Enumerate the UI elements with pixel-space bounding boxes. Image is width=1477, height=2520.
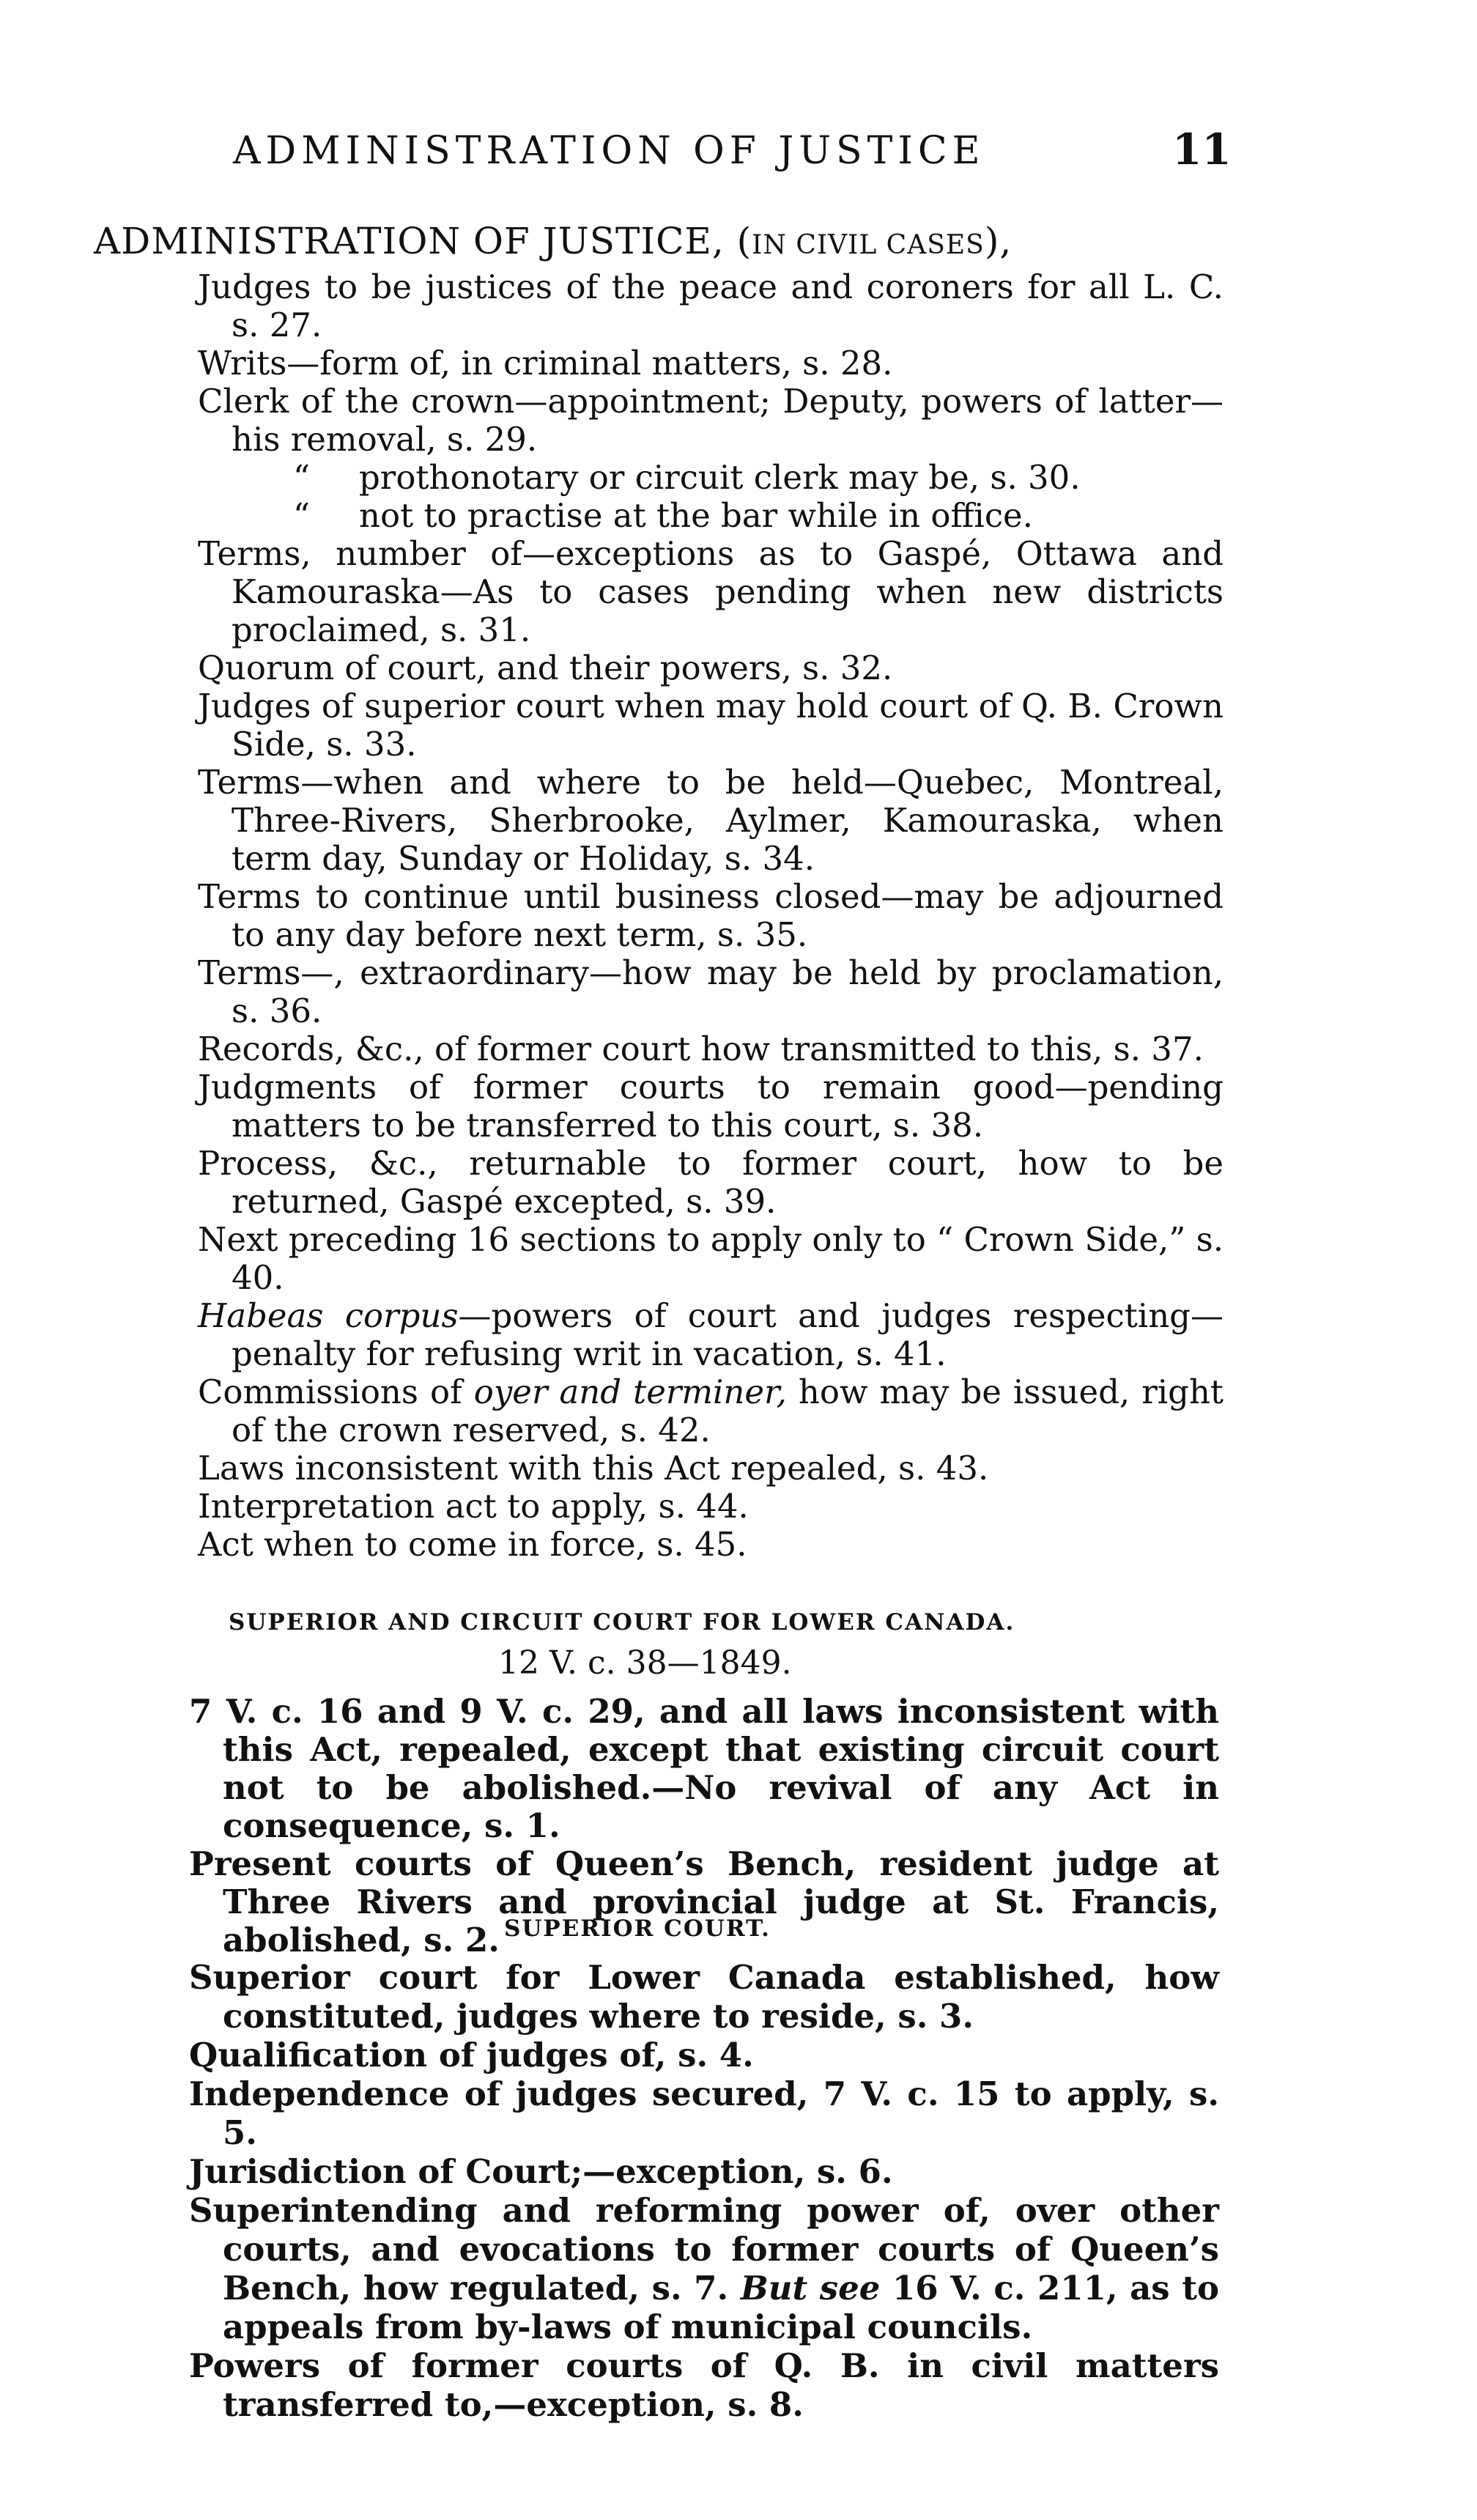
- index-entry: [189, 2036, 1219, 2074]
- entry-text: Writs—form of, in criminal matters, s. 28.: [198, 344, 893, 383]
- index-entry: [189, 2346, 1219, 2424]
- entry-text: Terms—, extraordinary—how may be held by proclamation, s. 36.: [198, 953, 1224, 1030]
- index-entry: [198, 878, 1224, 954]
- entry-text: Judgments of former courts to remain good—pending matters to be transferred to this court, s. 38.: [198, 1068, 1224, 1145]
- index-entry: [189, 2152, 1219, 2191]
- index-entry: [198, 1526, 1224, 1564]
- entry-text: Quorum of court, and their powers, s. 32.: [198, 649, 893, 687]
- entry-text: Independence of judges secured, 7 V. c. 15 to apply, s. 5.: [189, 2074, 1219, 2152]
- index-entry: [198, 344, 1224, 383]
- ditto-mark: “: [293, 458, 311, 497]
- index-entry: [198, 1030, 1224, 1068]
- index-entry: [198, 687, 1224, 764]
- entry-text: Terms—when and where to be held—Quebec, Montreal, Three-Rivers, Sherbrooke, Aylmer, Kamouraska, when term day, Sunday or Holiday, s. 34.: [198, 763, 1224, 878]
- subheading-superior-court: SUPERIOR COURT.: [504, 1915, 771, 1942]
- section-heading-small-caps: IN CIVIL CASES: [752, 230, 985, 260]
- entry-text: Present courts of Queen’s Bench, resident judge at Three Rivers and provincial judge at St. Francis, abolished, s. 2.: [189, 1844, 1219, 1959]
- entry-text: Judges of superior court when may hold court of Q. B. Crown Side, s. 33.: [198, 687, 1224, 764]
- entry-text: Judges to be justices of the peace and coroners for all L. C. s. 27.: [198, 267, 1224, 344]
- index-entry: [198, 497, 1224, 535]
- subheading-superior-and-circuit-court: SUPERIOR AND CIRCUIT COURT FOR LOWER CANADA.: [229, 1609, 1015, 1636]
- entry-italic-text: Habeas corpus: [198, 1296, 459, 1335]
- section-heading-main: ADMINISTRATION OF JUSTICE, (: [94, 220, 752, 262]
- entry-text: Jurisdiction of Court;—exception, s. 6.: [189, 2152, 893, 2191]
- entry-text: Next preceding 16 sections to apply only to “ Crown Side,” s. 40.: [198, 1220, 1224, 1297]
- index-entry: [189, 1845, 1219, 1959]
- index-entry: [198, 268, 1224, 344]
- index-entry: [189, 1693, 1219, 1845]
- index-entry: [198, 1068, 1224, 1145]
- section-heading: [94, 220, 1012, 262]
- entry-italic-text: But see: [740, 2269, 881, 2307]
- entry-text: Records, &c., of former court how transmitted to this, s. 37.: [198, 1030, 1204, 1068]
- index-entries-part-3: [189, 1958, 1219, 2424]
- index-entry: [189, 2074, 1219, 2152]
- ditto-mark: “: [293, 496, 311, 535]
- entry-text: Commissions of: [198, 1372, 474, 1411]
- entry-text: Terms, number of—exceptions as to Gaspé, Ottawa and Kamouraska—As to cases pending when new districts proclaimed, s. 31.: [198, 534, 1224, 649]
- entry-text: Clerk of the crown—appointment; Deputy, powers of latter—his removal, s. 29.: [198, 382, 1224, 459]
- entry-text: Terms to continue until business closed—may be adjourned to any day before next term, s. 35.: [198, 877, 1224, 954]
- entry-text: Act when to come in force, s. 45.: [198, 1525, 747, 1564]
- index-entry: [189, 1958, 1219, 2036]
- entry-text: Process, &c., returnable to former court, how to be returned, Gaspé excepted, s. 39.: [198, 1144, 1224, 1221]
- page-number: 11: [1172, 125, 1232, 174]
- statute-citation: 12 V. c. 38—1849.: [498, 1644, 792, 1682]
- index-entries-part-1: [198, 268, 1224, 1564]
- index-entry: [189, 2191, 1219, 2346]
- index-entry: [198, 1488, 1224, 1526]
- section-heading-close: ),: [984, 220, 1013, 262]
- index-entry: [198, 954, 1224, 1030]
- index-entry: [198, 1373, 1224, 1449]
- index-entry: [198, 535, 1224, 649]
- index-entry: [198, 459, 1224, 497]
- running-head: ADMINISTRATION OF JUSTICE: [233, 129, 985, 173]
- entry-text: Superintending and reforming power of, over other courts, and evocations to former courts of Queen’s Bench, how regulated, s. 7.: [189, 2191, 1219, 2307]
- index-entry: [198, 1449, 1224, 1488]
- entry-text: Interpretation act to apply, s. 44.: [198, 1487, 749, 1526]
- index-entry: [198, 1221, 1224, 1297]
- entry-text: prothonotary or circuit clerk may be, s. 30.: [359, 458, 1081, 497]
- index-entry: [198, 764, 1224, 878]
- index-entry: [198, 649, 1224, 687]
- entry-text: —powers of court and judges respecting—penalty for refusing writ in vacation, s. 41.: [232, 1296, 1224, 1373]
- index-entry: [198, 1297, 1224, 1373]
- entry-italic-text: oyer and terminer,: [473, 1372, 787, 1411]
- index-entry: [198, 383, 1224, 459]
- entry-text: how may be issued, right of the crown reserved, s. 42.: [232, 1372, 1224, 1449]
- entry-text: Powers of former courts of Q. B. in civil matters transferred to,—exception, s. 8.: [189, 2346, 1219, 2424]
- entry-text: 16 V. c. 211, as to appeals from by-laws of municipal councils.: [223, 2269, 1219, 2346]
- entry-text: Qualification of judges of, s. 4.: [189, 2036, 754, 2074]
- entry-text: Superior court for Lower Canada established, how constituted, judges where to reside, s. 3.: [189, 1958, 1219, 2036]
- entry-text: not to practise at the bar while in office.: [359, 496, 1033, 535]
- index-entry: [198, 1145, 1224, 1221]
- entry-text: Laws inconsistent with this Act repealed, s. 43.: [198, 1449, 989, 1488]
- entry-text: 7 V. c. 16 and 9 V. c. 29, and all laws inconsistent with this Act, repealed, except that existing circuit court not to be abolished.—No revival of any Act in consequence, s. 1.: [189, 1692, 1219, 1845]
